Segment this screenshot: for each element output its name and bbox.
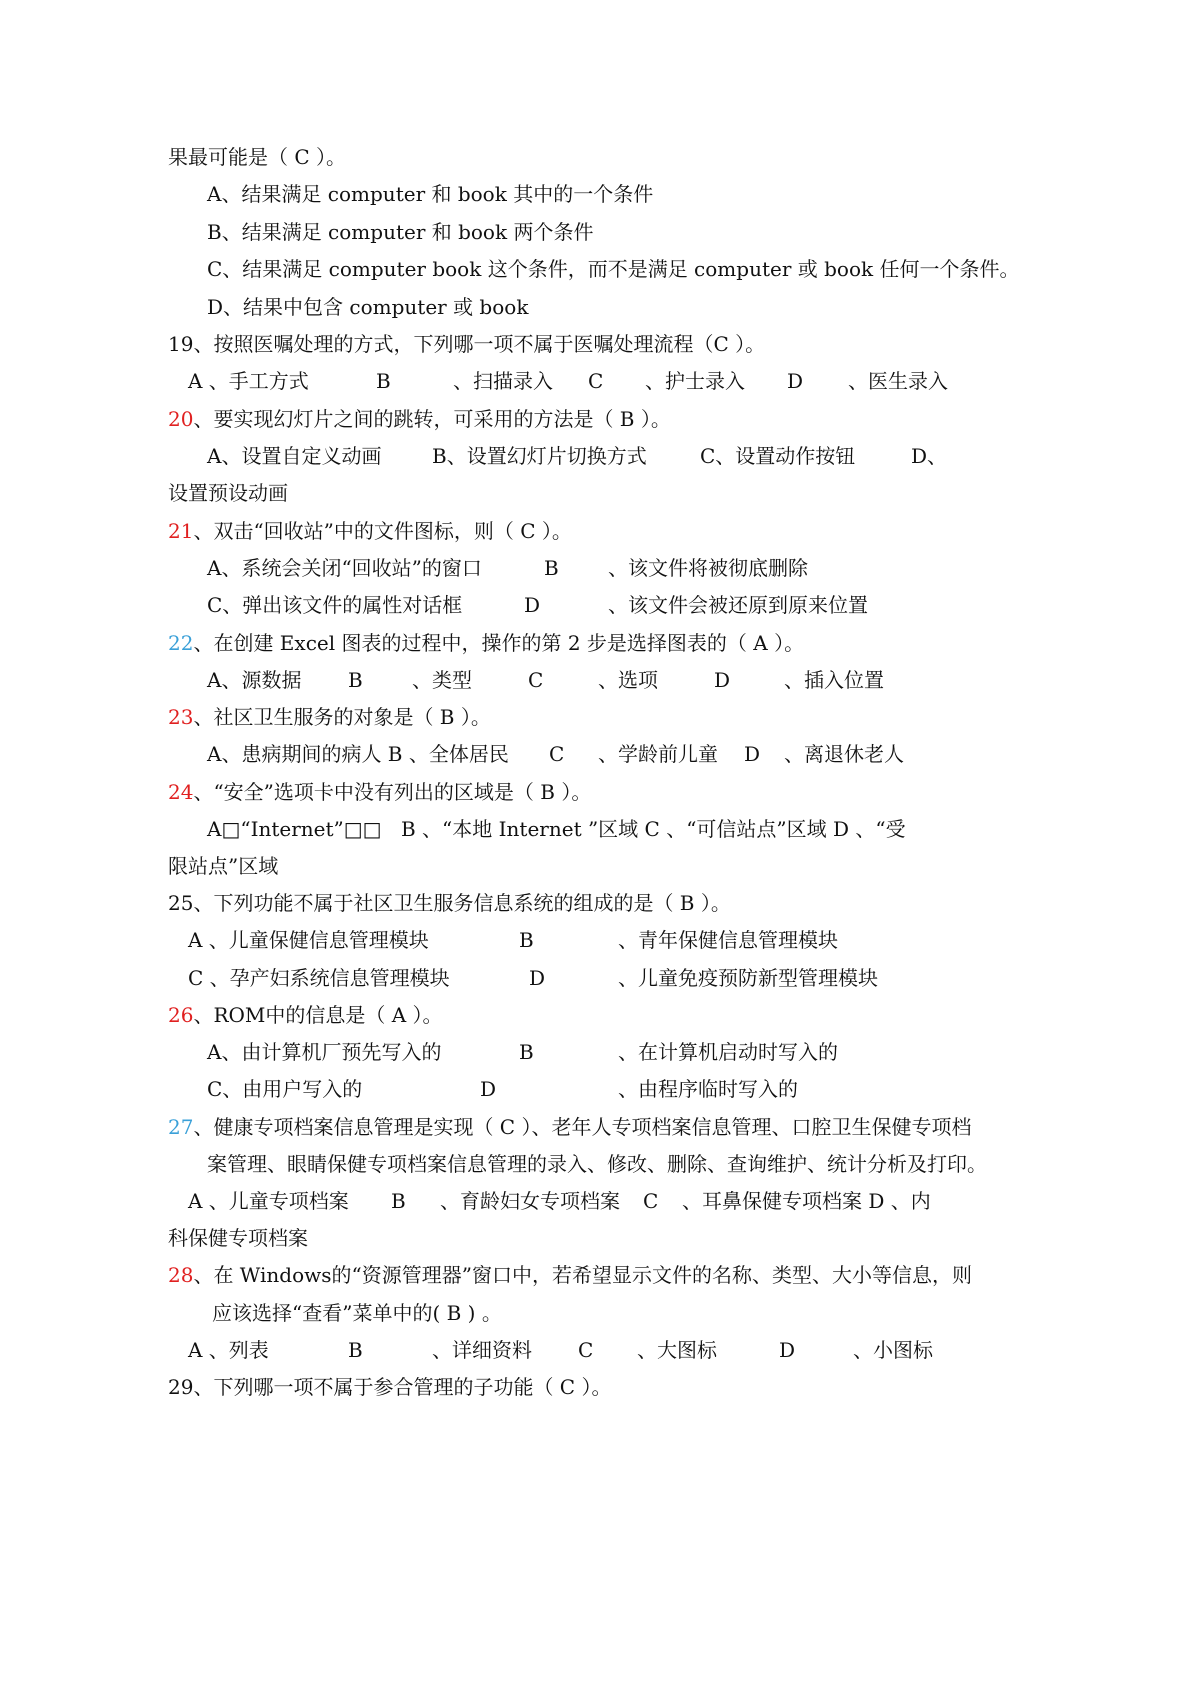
text-line: 案管理、眼睛保健专项档案信息管理的录入、修改、删除、查询维护、统计分析及打印。 xyxy=(207,1152,987,1176)
option-d-text: 、该文件会被还原到原来位置 xyxy=(608,593,868,617)
question-20 xyxy=(168,406,671,432)
question-27 xyxy=(168,1114,971,1140)
option-d-text: 、医生录入 xyxy=(848,369,948,393)
option-a: A□“Internet”□□ xyxy=(207,817,382,841)
option-b-c-d: B 、“本地 Internet ”区域 C 、“可信站点”区域 D 、“受 xyxy=(401,817,906,841)
option-a: A、设置自定义动画 xyxy=(207,444,382,468)
question-number: 26 xyxy=(168,1003,194,1027)
option-b-letter: B xyxy=(348,668,363,692)
option-a: A 、儿童保健信息管理模块 xyxy=(188,928,429,952)
option-b-text: 、青年保健信息管理模块 xyxy=(618,928,838,952)
option-a: A、源数据 xyxy=(207,668,302,692)
question-25: 25、下列功能不属于社区卫生服务信息系统的组成的是（ B ）。 xyxy=(168,891,731,915)
text-line: 设置预设动画 xyxy=(168,481,288,505)
question-text: 、社区卫生服务的对象是（ B ）。 xyxy=(193,705,491,729)
option-a: A、系统会关闭“回收站”的窗口 xyxy=(207,556,482,580)
option-d: D、 xyxy=(911,444,948,468)
option-b-letter: B xyxy=(376,369,391,393)
option-a-b: A、患病期间的病人 B 、全体居民 xyxy=(207,742,509,766)
question-19: 19、按照医嘱处理的方式，下列哪一项不属于医嘱处理流程（C ）。 xyxy=(168,332,766,356)
option-c-d-text: 、耳鼻保健专项档案 D 、内 xyxy=(682,1189,931,1213)
option-d-letter: D xyxy=(744,742,761,766)
option-d-text: 、由程序临时写入的 xyxy=(618,1077,798,1101)
option-d-letter: D xyxy=(714,668,731,692)
option-b-text: 、育龄妇女专项档案 xyxy=(440,1189,620,1213)
option-d-letter: D xyxy=(529,966,546,990)
option-b-text: 、在计算机启动时写入的 xyxy=(618,1040,838,1064)
question-text: 、在创建 Excel 图表的过程中，操作的第 2 步是选择图表的（ A ）。 xyxy=(193,631,805,655)
option-b-text: 、该文件将被彻底删除 xyxy=(608,556,808,580)
question-text: 、健康专项档案信息管理是实现（ C ）、老年人专项档案信息管理、口腔卫生保健专项档 xyxy=(193,1115,972,1139)
option-a: A、由计算机厂预先写入的 xyxy=(207,1040,442,1064)
text-line: 应该选择“查看”菜单中的( B ) 。 xyxy=(212,1301,502,1325)
option-c-letter: C xyxy=(549,742,565,766)
question-21 xyxy=(168,518,572,544)
option-c: C、弹出该文件的属性对话框 xyxy=(207,593,463,617)
option-c-letter: C xyxy=(528,668,544,692)
question-26 xyxy=(168,1002,443,1028)
question-number: 28 xyxy=(168,1263,194,1287)
option-d-text: 、插入位置 xyxy=(784,668,884,692)
question-22 xyxy=(168,630,804,656)
question-text: 、双击“回收站”中的文件图标，则（ C ）。 xyxy=(193,519,572,543)
question-text: 、在 Windows的“资源管理器”窗口中，若希望显示文件的名称、类型、大小等信息，则 xyxy=(193,1263,972,1287)
option-d-letter: D xyxy=(480,1077,497,1101)
question-number: 20 xyxy=(168,407,194,431)
option-c-letter: C xyxy=(578,1338,594,1362)
option-c-letter: C xyxy=(643,1189,659,1213)
option-line: A、结果满足 computer 和 book 其中的一个条件 xyxy=(207,182,654,206)
option-c-letter: C xyxy=(588,369,604,393)
option-d-letter: D xyxy=(779,1338,796,1362)
option-line: C、结果满足 computer book 这个条件，而不是满足 computer 或 book 任何一个条件。 xyxy=(207,257,1020,281)
option-line: B、结果满足 computer 和 book 两个条件 xyxy=(207,220,594,244)
question-28 xyxy=(168,1262,972,1288)
option-c: C、设置动作按钮 xyxy=(700,444,856,468)
option-d-text: 、离退休老人 xyxy=(784,742,904,766)
question-number: 21 xyxy=(168,519,194,543)
option-b-letter: B xyxy=(544,556,559,580)
question-24 xyxy=(168,779,591,805)
text-line: 科保健专项档案 xyxy=(168,1226,308,1250)
question-number: 23 xyxy=(168,705,194,729)
option-d-letter: D xyxy=(787,369,804,393)
option-a: A 、儿童专项档案 xyxy=(188,1189,349,1213)
option-c-text: 、学龄前儿童 xyxy=(598,742,718,766)
option-b: B、设置幻灯片切换方式 xyxy=(432,444,647,468)
option-c: C、由用户写入的 xyxy=(207,1077,363,1101)
option-b-letter: B xyxy=(519,1040,534,1064)
question-text: 、ROM中的信息是（ A ）。 xyxy=(193,1003,443,1027)
question-number: 22 xyxy=(168,631,194,655)
option-d-letter: D xyxy=(524,593,541,617)
option-d-text: 、小图标 xyxy=(853,1338,933,1362)
option-d-text: 、儿童免疫预防新型管理模块 xyxy=(618,966,878,990)
question-text: 、“安全”选项卡中没有列出的区域是（ B ）。 xyxy=(193,780,592,804)
option-c-text: 、选项 xyxy=(598,668,658,692)
question-text: 、要实现幻灯片之间的跳转，可采用的方法是（ B ）。 xyxy=(193,407,671,431)
text-line: 果最可能是（ C ）。 xyxy=(168,145,347,169)
option-c-text: 、大图标 xyxy=(637,1338,717,1362)
question-number: 27 xyxy=(168,1115,194,1139)
option-b-letter: B xyxy=(348,1338,363,1362)
question-number: 24 xyxy=(168,780,194,804)
option-c: C 、孕产妇系统信息管理模块 xyxy=(188,966,450,990)
option-b-text: 、扫描录入 xyxy=(453,369,553,393)
option-b-letter: B xyxy=(519,928,534,952)
option-c-text: 、护士录入 xyxy=(645,369,745,393)
option-b-text: 、详细资料 xyxy=(432,1338,532,1362)
question-23 xyxy=(168,704,491,730)
option-a: A 、列表 xyxy=(188,1338,269,1362)
option-b-text: 、类型 xyxy=(412,668,472,692)
option-a: A 、手工方式 xyxy=(188,369,309,393)
question-29: 29、下列哪一项不属于参合管理的子功能（ C ）。 xyxy=(168,1375,612,1399)
option-b-letter: B xyxy=(391,1189,406,1213)
text-line: 限站点”区域 xyxy=(168,854,279,878)
option-line: D、结果中包含 computer 或 book xyxy=(207,295,529,319)
